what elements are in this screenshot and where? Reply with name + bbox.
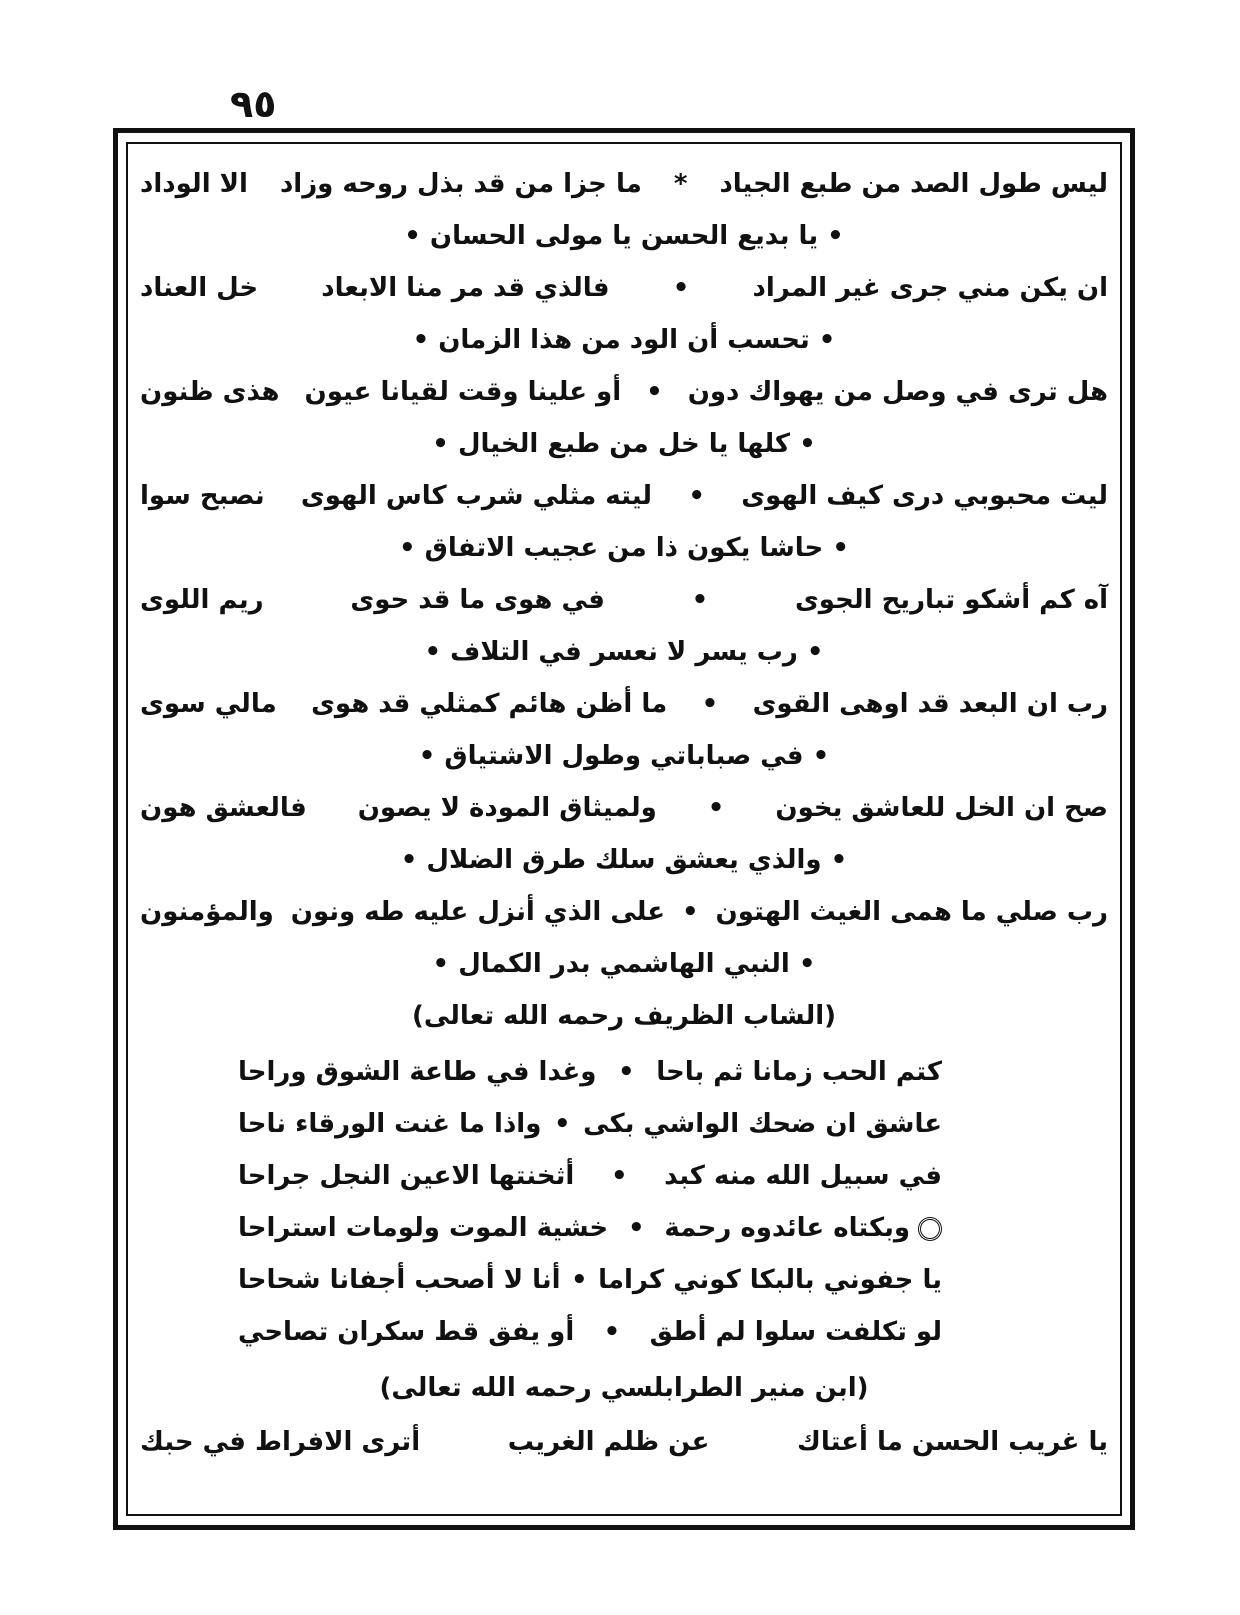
refrain-line: • رب يسر لا نعسر في التلاف •: [424, 637, 824, 667]
poem-line: يا جفوني بالبكا كوني كراما • أنا لا أصحب أجفانا شحاحا: [238, 1265, 942, 1295]
verse-line: صح ان الخل للعاشق يخون • ولميثاق المودة لا يصون فالعشق هون: [140, 793, 1108, 823]
section-heading: (الشاب الظريف رحمه الله تعالى): [411, 1001, 837, 1031]
refrain-line: • في صباباتي وطول الاشتياق •: [418, 741, 830, 771]
verse-line: هل ترى في وصل من يهواك دون • أو علينا وقت لقيانا عيون هذى ظنون: [140, 377, 1108, 407]
poem-line: عاشق ان ضحك الواشي بكى • واذا ما غنت الورقاء ناحا: [238, 1109, 942, 1139]
poem-line: لو تكلفت سلوا لم أطق • أو يفق قط سكران تصاحي: [238, 1317, 942, 1347]
refrain-line: • يا بديع الحسن يا مولى الحسان •: [404, 221, 844, 251]
poem-line: في سبيل الله منه كبد • أثخنتها الاعين النجل جراحا: [238, 1161, 942, 1191]
refrain-line: • حاشا يكون ذا من عجيب الاتفاق •: [399, 533, 849, 563]
verse-line: ان يكن مني جرى غير المراد • فالذي قد مر منا الابعاد خل العناد: [140, 273, 1108, 303]
verse-line: آه كم أشكو تباريح الجوى • في هوى ما قد حوى ريم اللوى: [140, 585, 1108, 615]
verse-line: رب ان البعد قد اوهى القوى • ما أظن هائم كمثلي قد هوى مالي سوى: [140, 689, 1108, 719]
refrain-line: • النبي الهاشمي بدر الكمال •: [432, 949, 816, 979]
refrain-line: • تحسب أن الود من هذا الزمان •: [412, 325, 836, 355]
refrain-line: • كلها يا خل من طبع الخيال •: [432, 429, 816, 459]
poem-line: وبكتاه عائدوه رحمة • خشية الموت ولومات استراحا: [238, 1202, 942, 1254]
section-heading: (ابن منير الطرابلسي رحمه الله تعالى): [379, 1373, 869, 1403]
refrain-line: • والذي يعشق سلك طرق الضلال •: [400, 845, 848, 875]
rosette-icon: [918, 1217, 942, 1241]
verse-line: ليت محبوبي درى كيف الهوى • ليته مثلي شرب كاس الهوى نصبح سوا: [140, 481, 1108, 511]
verse-line: رب صلي ما همى الغيث الهتون • على الذي أنزل عليه طه ونون والمؤمنون: [140, 897, 1108, 927]
page-content: [134, 150, 1114, 1510]
poem-line: كتم الحب زمانا ثم باحا • وغدا في طاعة الشوق وراحا: [238, 1057, 942, 1087]
verse-line: ليس طول الصد من طبع الجياد * ما جزا من قد بذل روحه وزاد الا الوداد: [140, 169, 1108, 199]
verse-line: يا غريب الحسن ما أعتاك عن ظلم الغريب أترى الافراط في حبك: [140, 1427, 1108, 1457]
page-number: ٩٥: [230, 82, 277, 126]
